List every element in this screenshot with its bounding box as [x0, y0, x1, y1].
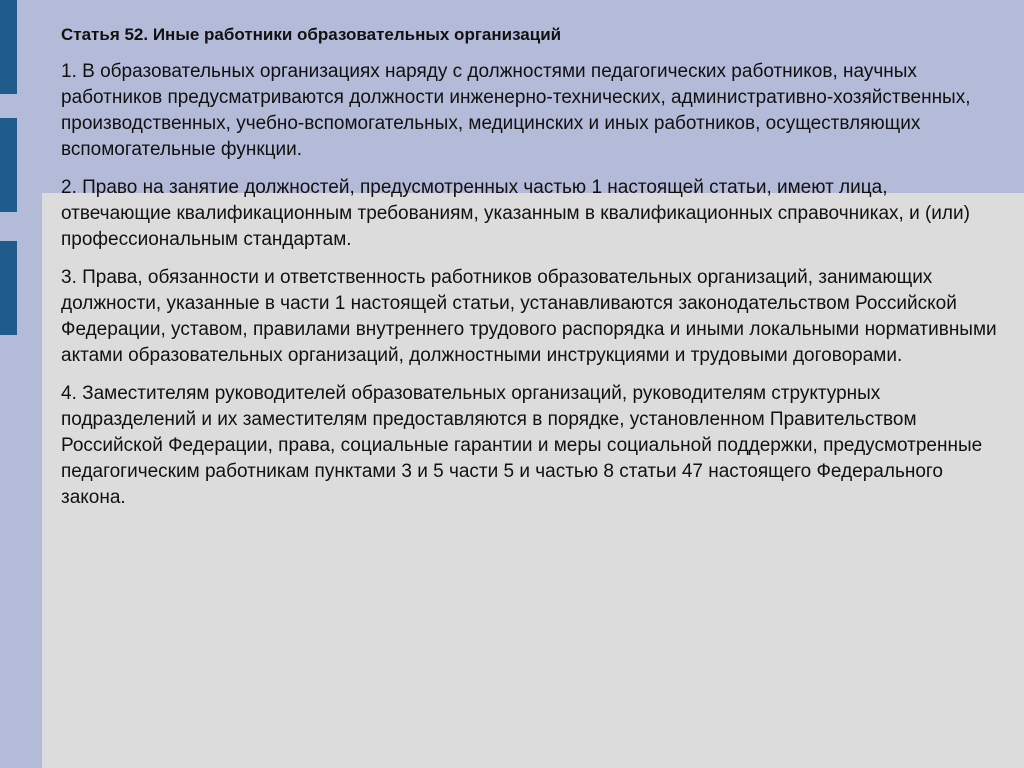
paragraph-4: 4. Заместителям руководителей образовательных организаций, руководителям структурных подразделений и их заместителям предоставляются в порядке, установленном Правительством Российской Федерации, права, социальные гарантии и меры социальной поддержки, предусмотренные педагогическим работникам пунктами 3 и 5 части 5 и частью 8 статьи 47 настоящего Федерального закона. [61, 383, 983, 508]
slide-title: Статья 52. Иные работники образовательных организаций [61, 25, 562, 44]
side-accent-bar [0, 241, 17, 335]
side-accent-bar [0, 118, 17, 212]
side-accent-bar [0, 0, 17, 94]
paragraph-2: 2. Право на занятие должностей, предусмотренных частью 1 настоящей статьи, имеют лица, отвечающие квалификационным требованиям, указанным в квалификационных справочниках, и (или) профессиональным стандартам. [61, 177, 970, 250]
slide-content [61, 25, 1001, 523]
paragraph-1: 1. В образовательных организациях наряду с должностями педагогических работников, научных работников предусматриваются должности инженерно-технических, административно-хозяйственных, производственных, учебно-вспомогательных, медицинских и иных работников, осуществляющих вспомогательные функции. [61, 61, 971, 160]
paragraph-3: 3. Права, обязанности и ответственность работников образовательных организаций, занимающих должности, указанные в части 1 настоящей статьи, устанавливаются законодательством Российской Федерации, уставом, правилами внутреннего трудового распорядка и иными локальными нормативными актами образовательных организаций, должностными инструкциями и трудовыми договорами. [61, 267, 997, 366]
